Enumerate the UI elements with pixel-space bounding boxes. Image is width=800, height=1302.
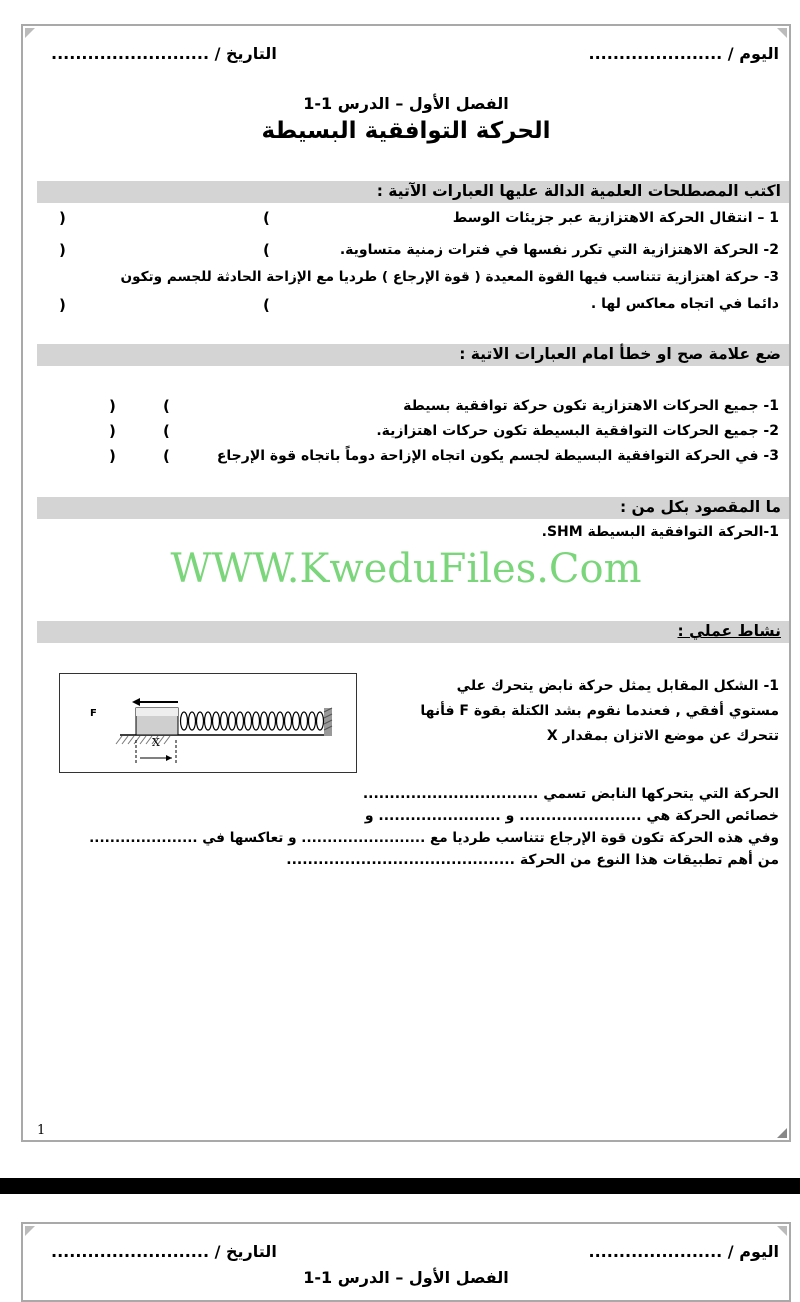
force-label: F [90, 708, 97, 719]
activity-question: وفي هذه الحركة تكون قوة الإرجاع تتناسب طرديا مع ........................ و تعاكسها في ..................... [89, 830, 779, 846]
day-field: اليوم / ...................... [588, 1242, 779, 1261]
page-gap [0, 1142, 800, 1178]
corner-mark [777, 1226, 787, 1236]
answer-paren-open: ( [263, 241, 270, 259]
corner-mark [777, 1128, 787, 1138]
section3-heading: ما المقصود بكل من : [619, 498, 781, 516]
tf-item-2: 2- جميع الحركات التوافقية البسيطة تكون حركات اهتزازية. [376, 423, 779, 439]
section-bar [37, 621, 789, 643]
page-separator [0, 1178, 800, 1194]
term-item-1: 1 – انتقال الحركة الاهتزازية عبر جزيئات الوسط [452, 210, 779, 226]
chapter-title: الفصل الأول – الدرس 1-1 [303, 94, 509, 113]
activity-question: الحركة التي يتحركها النابض تسمي ................................. [362, 786, 779, 802]
spring-diagram [60, 674, 356, 772]
corner-mark [777, 28, 787, 38]
answer-paren-open: ( [163, 397, 170, 415]
activity-desc-line: تتحرك عن موضع الاتزان بمقدار X [546, 728, 779, 744]
section1-heading: اكتب المصطلحات العلمية الدالة عليها العبارات الآتية : [376, 182, 781, 200]
term-item-3: 3- حركة اهتزازية تتناسب فيها القوة المعيدة ( قوة الإرجاع ) طرديا مع الإزاحة الحادثة للجسم وتكون [120, 269, 779, 285]
answer-paren-close: ) [109, 447, 116, 465]
activity-question: من أهم تطبيقات هذا النوع من الحركة ........................................... [286, 852, 779, 868]
activity-desc-line: مستوي أفقي , فعندما نقوم بشد الكتلة بقوة F فأنها [420, 703, 779, 719]
activity-question: خصائص الحركة هي ....................... و ....................... و [364, 808, 779, 824]
day-field: اليوم / ...................... [588, 44, 779, 63]
answer-paren-close: ) [109, 422, 116, 440]
definition-item-1: 1-الحركة التوافقية البسيطة SHM. [541, 524, 779, 540]
spring-mass-figure [59, 673, 357, 773]
answer-paren-close: ) [59, 209, 66, 227]
answer-paren-open: ( [163, 447, 170, 465]
worksheet-page [21, 24, 791, 1142]
tf-item-1: 1- جميع الحركات الاهتزازية تكون حركة توافقية بسيطة [403, 398, 779, 414]
answer-paren-close: ) [59, 241, 66, 259]
section4-heading: نشاط عملي : [677, 622, 781, 640]
section2-heading: ضع علامة صح او خطأ امام العبارات الاتية : [459, 345, 781, 363]
next-page-preview [21, 1222, 791, 1302]
chapter-title: الفصل الأول – الدرس 1-1 [303, 1268, 509, 1287]
page-number: 1 [37, 1123, 46, 1138]
date-field: التاريخ / .......................... [51, 1242, 277, 1261]
term-item-2: 2- الحركة الاهتزازية التي تكرر نفسها في فترات زمنية متساوية. [339, 242, 779, 258]
displacement-label: X [152, 736, 160, 749]
lesson-title: الحركة التوافقية البسيطة [261, 118, 551, 144]
answer-paren-close: ) [109, 397, 116, 415]
corner-mark [25, 28, 35, 38]
answer-paren-close: ) [59, 296, 66, 314]
watermark-text: WWW.KweduFiles.Com [170, 546, 642, 592]
answer-paren-open: ( [163, 422, 170, 440]
answer-paren-open: ( [263, 296, 270, 314]
tf-item-3: 3- في الحركة التوافقية البسيطة لجسم يكون اتجاه الإزاحة دوماً باتجاه قوة الإرجاع [216, 448, 779, 464]
corner-mark [25, 1226, 35, 1236]
activity-desc-line: 1- الشكل المقابل يمثل حركة نابض يتحرك علي [456, 678, 779, 694]
term-item-3-cont: دائما في اتجاه معاكس لها . [590, 296, 779, 312]
answer-paren-open: ( [263, 209, 270, 227]
date-field: التاريخ / .......................... [51, 44, 277, 63]
